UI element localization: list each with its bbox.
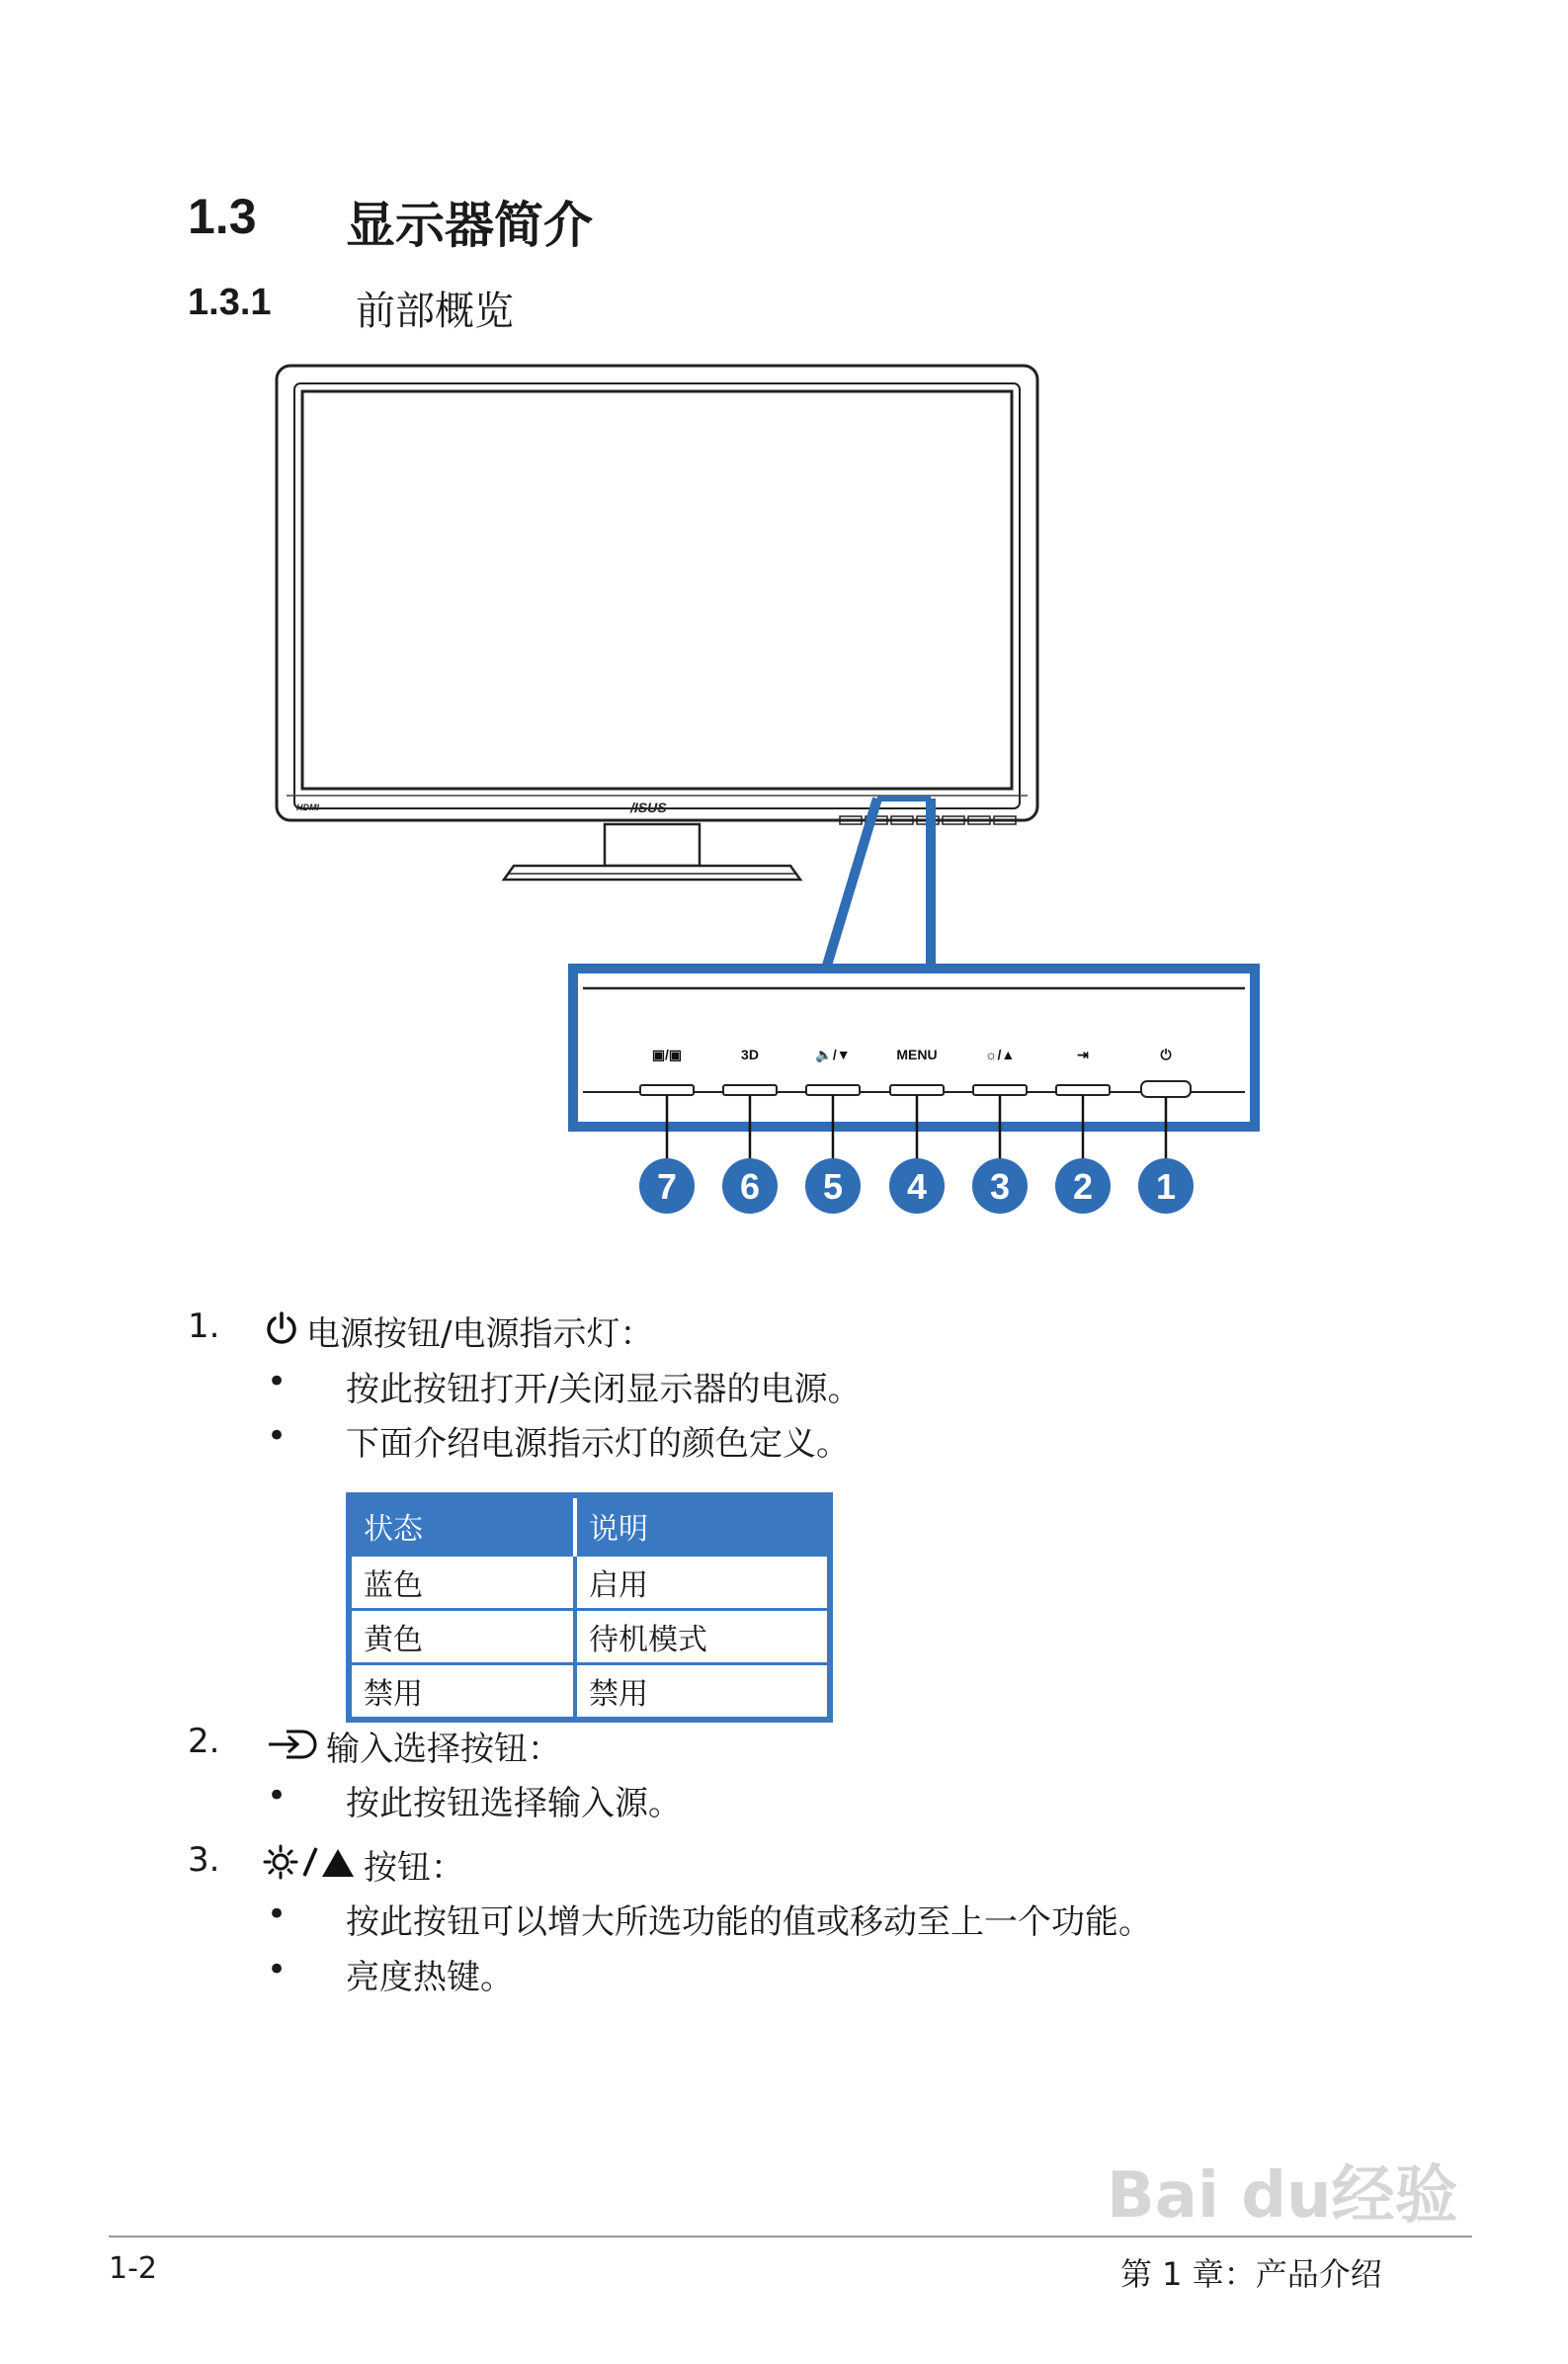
table-cell: 黄色: [349, 1610, 575, 1664]
table-header-description: 说明: [575, 1495, 830, 1556]
table-row: [349, 1556, 830, 1610]
badge-3-num: 3: [989, 1166, 1011, 1207]
item-3-title: 按钮：: [364, 1848, 464, 1888]
badge-4-num: 4: [906, 1166, 928, 1207]
footer-divider: [109, 2236, 1472, 2237]
btn2-label: ⇥: [1077, 1047, 1089, 1062]
btn4-label: MENU: [896, 1047, 938, 1062]
badge-7-num: 7: [656, 1166, 678, 1207]
monitor-screen: [302, 391, 1012, 789]
table-cell: 待机模式: [575, 1610, 830, 1664]
input-icon: [265, 1728, 318, 1761]
bullet-dot: •: [267, 1895, 288, 1934]
table-cell: 蓝色: [349, 1556, 575, 1610]
item-2-number: 2.: [188, 1722, 220, 1761]
subsection-number: 1.3.1: [188, 282, 272, 323]
watermark: Bai du经验: [1107, 2159, 1458, 2233]
item-3-bullet-1: 按此按钮可以增大所选功能的值或移动至上一个功能。: [346, 1902, 1152, 1942]
table-cell: 禁用: [349, 1664, 575, 1721]
btn7-label: ▣/▣: [651, 1047, 683, 1062]
power-icon: [265, 1310, 298, 1346]
hdmi-logo: HDMI: [296, 802, 319, 812]
item-2-bullet-1: 按此按钮选择输入源。: [346, 1784, 682, 1823]
table-header-status: 状态: [349, 1495, 575, 1556]
badge-5-num: 5: [822, 1166, 844, 1207]
bullet-dot: •: [267, 1416, 288, 1456]
section-title: 显示器简介: [346, 197, 593, 254]
bullet-dot: •: [267, 1776, 288, 1815]
btn5-label: 🔈/▼: [815, 1047, 851, 1062]
section-number: 1.3: [188, 189, 257, 244]
item-3-bullet-2: 亮度热键。: [346, 1958, 514, 1997]
power-led-table: [346, 1492, 833, 1723]
brightness-up-icon: [263, 1844, 358, 1880]
page-number: 1-2: [109, 2251, 157, 2286]
badge-6-num: 6: [739, 1166, 761, 1207]
btn6-label: 3D: [741, 1047, 759, 1062]
monitor-front-diagram: [267, 356, 1275, 1225]
badge-1-num: 1: [1155, 1166, 1177, 1207]
btn3-label: ☼/▲: [984, 1047, 1016, 1062]
table-cell: 启用: [575, 1556, 830, 1610]
item-2-title: 输入选择按钮：: [326, 1730, 561, 1769]
brand-logo: /ISUS: [630, 800, 667, 815]
item-1-bullet-2: 下面介绍电源指示灯的颜色定义。: [346, 1424, 850, 1464]
item-1-number: 1.: [188, 1307, 220, 1346]
item-3-number: 3.: [188, 1840, 220, 1880]
bullet-dot: •: [267, 1362, 288, 1401]
monitor-neck: [605, 824, 700, 866]
table-cell: 禁用: [575, 1664, 830, 1721]
item-1-bullet-1: 按此按钮打开/关闭显示器的电源。: [346, 1370, 862, 1409]
btn1-label: ⏻: [1160, 1047, 1172, 1062]
table-row: [349, 1610, 830, 1664]
monitor-base: [504, 866, 800, 880]
item-1-title: 电源按钮/电源指示灯：: [306, 1314, 654, 1354]
table-row: [349, 1664, 830, 1721]
bullet-dot: •: [267, 1950, 288, 1989]
badge-2-num: 2: [1072, 1166, 1094, 1207]
subsection-title: 前部概览: [356, 289, 514, 334]
chapter-label: 第 1 章：产品介绍: [1120, 2255, 1382, 2293]
